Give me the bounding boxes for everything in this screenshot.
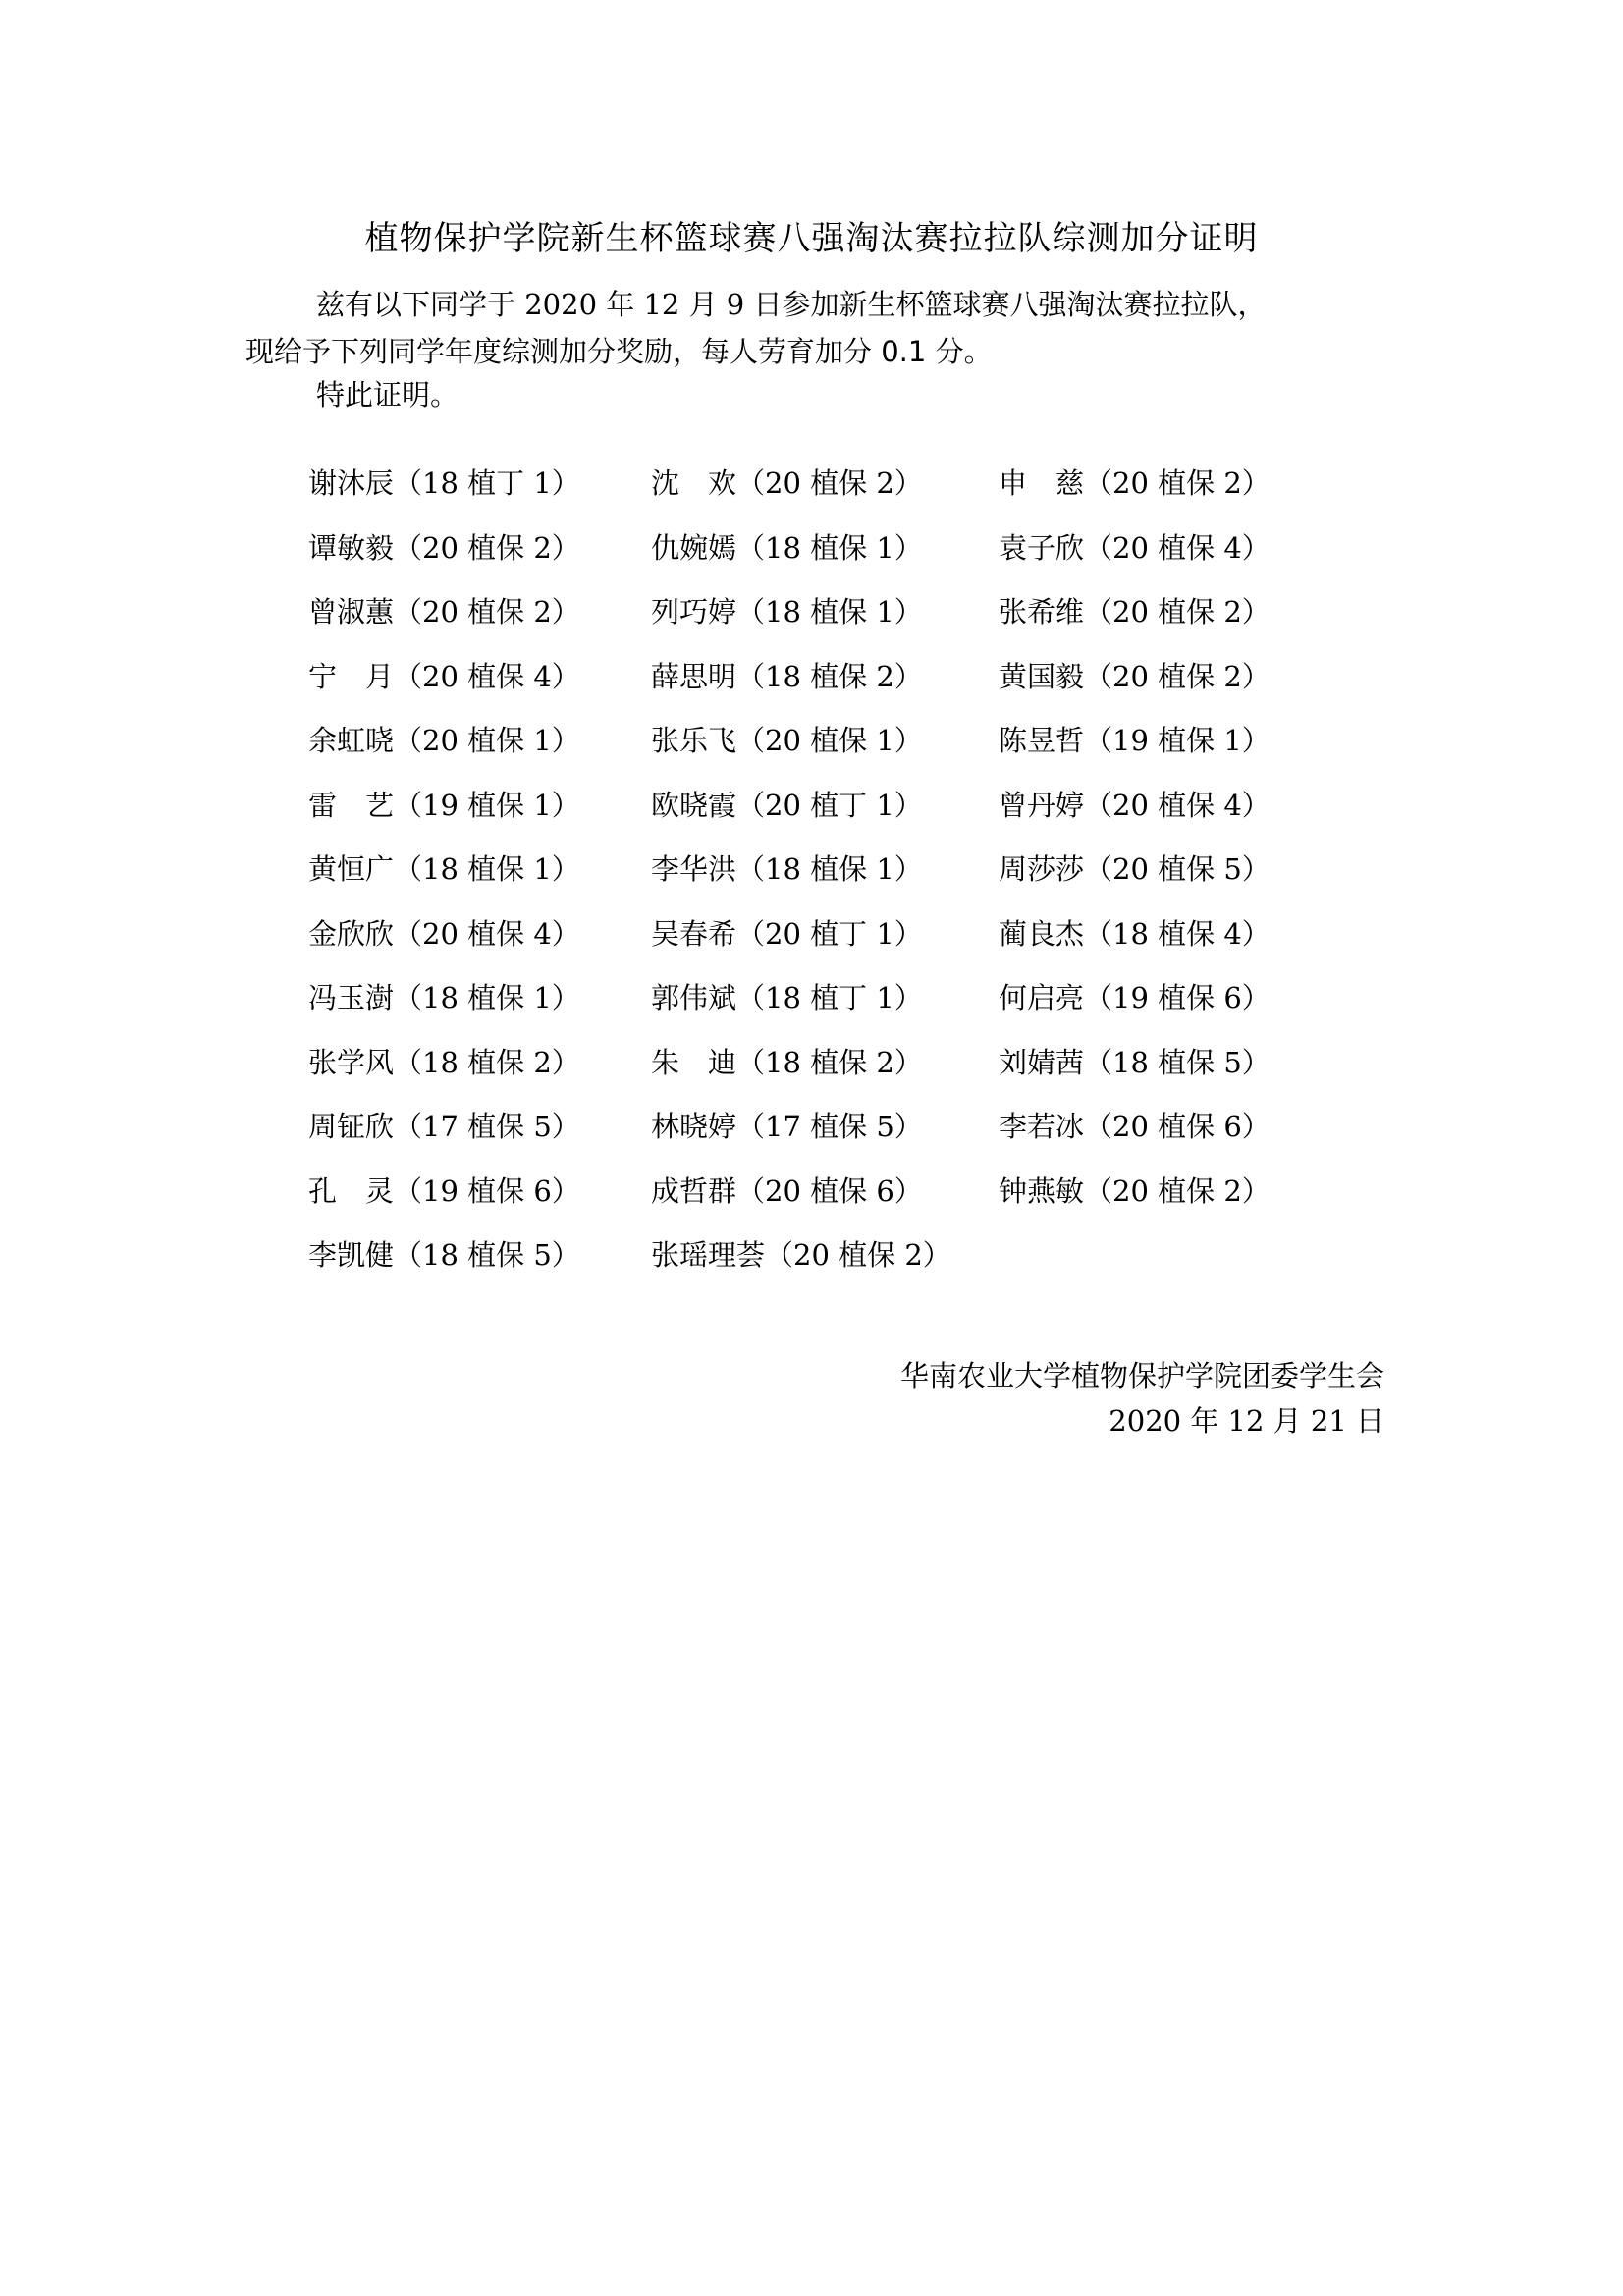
name-entry: 曾淑蕙（20 植保 2） bbox=[308, 595, 580, 629]
name-entry: 孔 灵（19 植保 6） bbox=[308, 1174, 580, 1208]
name-entry: 谢沐辰（18 植丁 1） bbox=[308, 466, 580, 500]
name-entry: 薛思明（18 植保 2） bbox=[651, 659, 923, 693]
name-row bbox=[308, 462, 1388, 526]
signature-date: 2020 年 12 月 21 日 bbox=[1109, 1404, 1384, 1438]
name-entry: 李华洪（18 植保 1） bbox=[651, 852, 923, 886]
name-row bbox=[308, 590, 1388, 655]
name-entry: 黄恒广（18 植保 1） bbox=[308, 852, 580, 886]
name-row bbox=[308, 784, 1388, 848]
name-entry: 欧晓霞（20 植丁 1） bbox=[651, 788, 923, 822]
name-entry: 张希维（20 植保 2） bbox=[999, 595, 1271, 629]
name-row bbox=[308, 1105, 1388, 1170]
name-entry: 刘婧茜（18 植保 5） bbox=[999, 1045, 1271, 1079]
name-entry: 金欣欣（20 植保 4） bbox=[308, 916, 580, 951]
signature-organization: 华南农业大学植物保护学院团委学生会 bbox=[899, 1359, 1384, 1393]
name-row bbox=[308, 1041, 1388, 1106]
name-entry: 成哲群（20 植保 6） bbox=[651, 1174, 923, 1208]
name-row bbox=[308, 1233, 1388, 1298]
name-entry: 林晓婷（17 植保 5） bbox=[651, 1110, 923, 1143]
name-entry: 朱 迪（18 植保 2） bbox=[651, 1045, 923, 1079]
name-entry: 余虹晓（20 植保 1） bbox=[308, 724, 580, 757]
name-entry: 仇婉嫣（18 植保 1） bbox=[651, 530, 923, 565]
name-entry: 袁子欣（20 植保 4） bbox=[999, 530, 1271, 565]
name-entry: 雷 艺（19 植保 1） bbox=[308, 788, 580, 822]
name-row bbox=[308, 847, 1388, 912]
name-entry: 张学风（18 植保 2） bbox=[308, 1045, 580, 1079]
name-entry: 谭敏毅（20 植保 2） bbox=[308, 530, 580, 565]
name-entry: 周钲欣（17 植保 5） bbox=[308, 1110, 580, 1143]
name-row bbox=[308, 655, 1388, 720]
name-entry: 周莎莎（20 植保 5） bbox=[999, 852, 1271, 886]
body-line-3: 特此证明。 bbox=[316, 378, 460, 411]
name-entry: 郭伟斌（18 植丁 1） bbox=[651, 981, 923, 1014]
name-entry: 冯玉澍（18 植保 1） bbox=[308, 981, 580, 1014]
name-entry: 张瑶理荟（20 植保 2） bbox=[651, 1238, 951, 1272]
name-entry: 曾丹婷（20 植保 4） bbox=[999, 788, 1271, 822]
name-row bbox=[308, 719, 1388, 784]
body-line-2 bbox=[245, 330, 993, 373]
name-entry: 张乐飞（20 植保 1） bbox=[651, 724, 923, 757]
name-entry: 陈昱哲（19 植保 1） bbox=[999, 724, 1271, 757]
name-row bbox=[308, 526, 1388, 591]
name-entry: 李凯健（18 植保 5） bbox=[308, 1238, 580, 1272]
name-row bbox=[308, 976, 1388, 1041]
name-entry: 申 慈（20 植保 2） bbox=[999, 466, 1271, 500]
name-entry: 黄国毅（20 植保 2） bbox=[999, 659, 1271, 693]
name-entry: 何启亮（19 植保 6） bbox=[999, 981, 1271, 1014]
name-entry: 蔺良杰（18 植保 4） bbox=[999, 916, 1271, 951]
name-row bbox=[308, 912, 1388, 977]
name-list bbox=[308, 462, 1388, 1298]
name-entry: 吴春希（20 植丁 1） bbox=[651, 916, 923, 951]
name-entry: 列巧婷（18 植保 1） bbox=[651, 595, 923, 629]
name-entry: 宁 月（20 植保 4） bbox=[308, 659, 580, 693]
document-title: 植物保护学院新生杯篮球赛八强淘汰赛拉拉队综测加分证明 bbox=[364, 219, 1259, 258]
body-line-2-emphasis: 劳育加分 0.1 分 bbox=[758, 335, 964, 368]
name-entry: 沈 欢（20 植保 2） bbox=[651, 466, 923, 500]
body-line-1: 兹有以下同学于 2020 年 12 月 9 日参加新生杯篮球赛八强淘汰赛拉拉队， bbox=[316, 288, 1267, 321]
name-entry: 李若冰（20 植保 6） bbox=[999, 1110, 1271, 1143]
body-line-2-prefix: 现给予下列同学年度综测加分奖励，每人 bbox=[245, 335, 759, 368]
name-row bbox=[308, 1170, 1388, 1234]
signature-block bbox=[900, 1353, 1384, 1444]
body-line-2-suffix: 。 bbox=[963, 335, 993, 368]
name-entry: 钟燕敏（20 植保 2） bbox=[999, 1174, 1271, 1208]
